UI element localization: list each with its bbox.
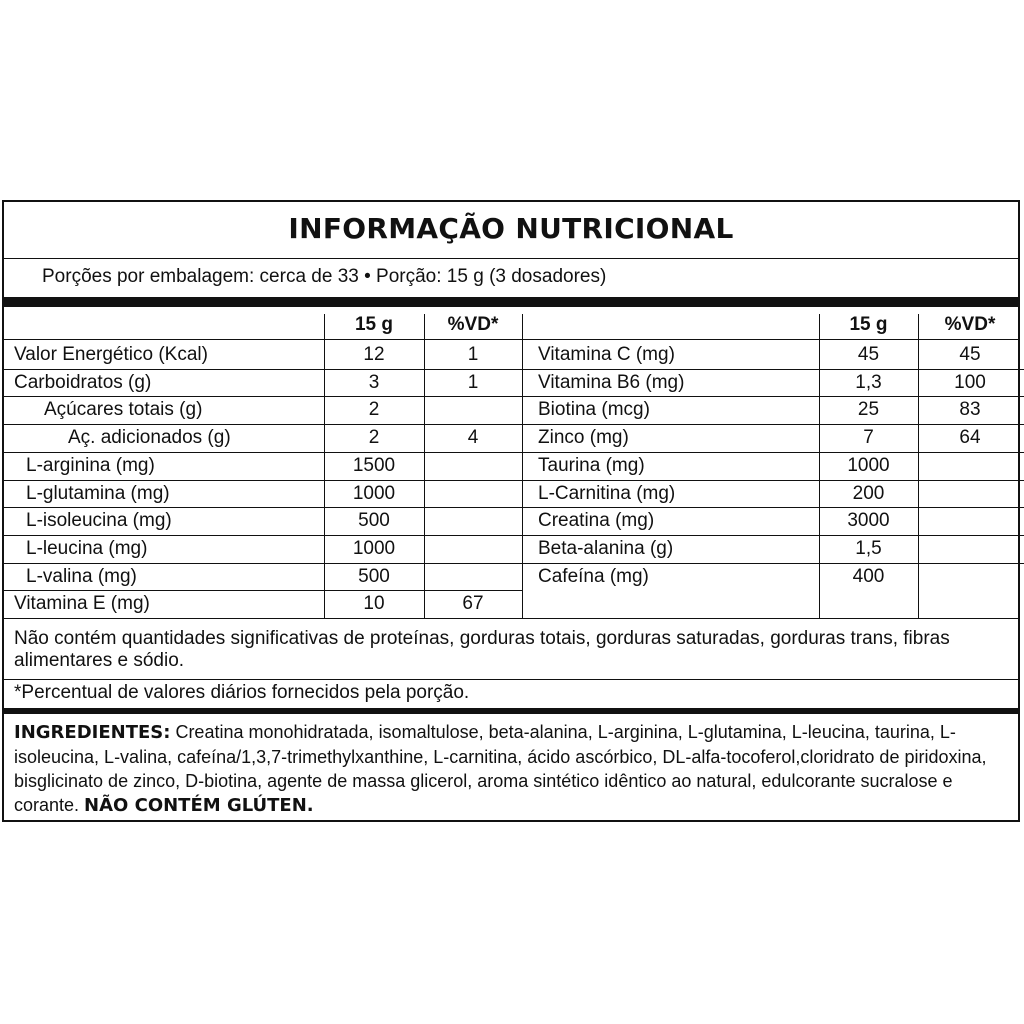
nutrient-name: Creatina (mg) (538, 510, 655, 531)
thick-divider (4, 297, 1018, 307)
nutrient-name: L-valina (mg) (26, 566, 137, 587)
column-rule (522, 314, 523, 618)
nutrient-amount: 3 (368, 372, 380, 393)
nutrient-amount: 7 (863, 427, 874, 448)
right-amount-header: 15 g (849, 314, 888, 335)
row-rule (4, 396, 522, 397)
nutrient-name: Valor Energético (Kcal) (14, 344, 208, 365)
row-rule (522, 563, 1024, 564)
nutrient-dv: 4 (467, 427, 479, 448)
nutrient-amount: 2 (368, 427, 380, 448)
nutrient-name: Zinco (mg) (538, 427, 629, 448)
row-rule (4, 590, 522, 591)
nutrient-dv: 100 (954, 372, 986, 393)
nutrient-dv: 83 (959, 399, 981, 420)
nutrient-dv: 64 (959, 427, 981, 448)
row-rule (4, 480, 522, 481)
nutrient-amount: 1000 (352, 538, 396, 559)
row-rule (522, 507, 1024, 508)
nutrient-amount: 1,3 (855, 372, 882, 393)
thick-divider (4, 708, 1018, 714)
nutrient-amount: 500 (358, 510, 390, 531)
header-underline (4, 339, 1018, 340)
gluten-statement: NÃO CONTÉM GLÚTEN. (84, 795, 314, 816)
nutrient-amount: 500 (358, 566, 390, 587)
nutrient-amount: 1,5 (855, 538, 882, 559)
nutrient-amount: 10 (363, 593, 385, 614)
nutrient-name: L-glutamina (mg) (26, 483, 170, 504)
nutrient-amount: 1000 (847, 455, 890, 476)
nutrient-amount: 25 (857, 399, 880, 420)
servings-info: Porções por embalagem: cerca de 33 • Porção: 15 g (3 dosadores) (42, 266, 607, 287)
label-title: INFORMAÇÃO NUTRICIONAL (288, 212, 734, 245)
divider (4, 258, 1018, 259)
ingredients-text: Creatina monohidratada, isomaltulose, beta-alanina, L-arginina, L-glutamina, L-leucina, taurina, L-isoleucina, L-valina, cafeína/1,3,7-trimethylxanthine, L-carnitina, ácido ascórbico, DL-alfa-tocoferol,cloridrato de piridoxina, bisglicinato de zinco, D-biotina, agente de massa glicerol, aroma sintético idêntico ao natural, edulcorante sucralose e corante. (14, 722, 987, 815)
nutrition-label (2, 200, 1020, 822)
nutrient-amount: 45 (857, 344, 880, 365)
nutrient-name: Açúcares totais (g) (44, 399, 203, 420)
row-rule (4, 424, 522, 425)
nutrient-name: Vitamina E (mg) (14, 593, 150, 614)
ingredients-label: INGREDIENTES: (14, 722, 171, 743)
nutrient-name: Beta-alanina (g) (538, 538, 674, 559)
row-rule (4, 507, 522, 508)
nutrient-name: Carboidratos (g) (14, 372, 152, 393)
table-bottom-rule (4, 618, 1018, 619)
left-amount-header: 15 g (354, 314, 394, 335)
not-significant-note: Não contém quantidades significativas de proteínas, gorduras totais, gorduras saturadas, gorduras trans, fibras alimentares e sódio. (14, 628, 950, 671)
row-rule (4, 369, 522, 370)
nutrient-name: Taurina (mg) (538, 455, 645, 476)
row-rule (522, 424, 1024, 425)
nutrient-dv: 1 (467, 344, 479, 365)
row-rule (522, 452, 1024, 453)
nutrient-name: Biotina (mcg) (538, 399, 650, 420)
nutrient-name: Cafeína (mg) (538, 566, 649, 587)
row-rule (4, 563, 522, 564)
nutrient-name: Vitamina B6 (mg) (538, 372, 685, 393)
nutrient-amount: 2 (368, 399, 380, 420)
row-rule (522, 369, 1024, 370)
nutrient-dv: 1 (467, 372, 479, 393)
nutrient-amount: 3000 (847, 510, 890, 531)
left-dv-header: %VD* (447, 314, 499, 335)
row-rule (522, 480, 1024, 481)
nutrient-amount: 400 (852, 566, 885, 587)
nutrient-dv: 45 (959, 344, 981, 365)
right-dv-header: %VD* (944, 314, 996, 335)
nutrient-name: L-isoleucina (mg) (26, 510, 172, 531)
ingredients-list (14, 720, 1018, 818)
nutrient-amount: 1500 (352, 455, 396, 476)
nutrient-name: L-arginina (mg) (26, 455, 155, 476)
nutrient-amount: 200 (852, 483, 885, 504)
row-rule (522, 396, 1024, 397)
nutrient-amount: 1000 (352, 483, 396, 504)
nutrient-amount: 12 (363, 344, 385, 365)
row-rule (522, 535, 1024, 536)
nutrient-name: L-leucina (mg) (26, 538, 148, 559)
row-rule (4, 452, 522, 453)
row-rule (4, 535, 522, 536)
nutrient-dv: 67 (462, 593, 484, 614)
nutrient-name: Vitamina C (mg) (538, 344, 675, 365)
footnote: *Percentual de valores diários fornecidos pela porção. (14, 682, 470, 703)
divider (4, 679, 1018, 680)
nutrient-name: Aç. adicionados (g) (68, 427, 231, 448)
nutrient-name: L-Carnitina (mg) (538, 483, 676, 504)
